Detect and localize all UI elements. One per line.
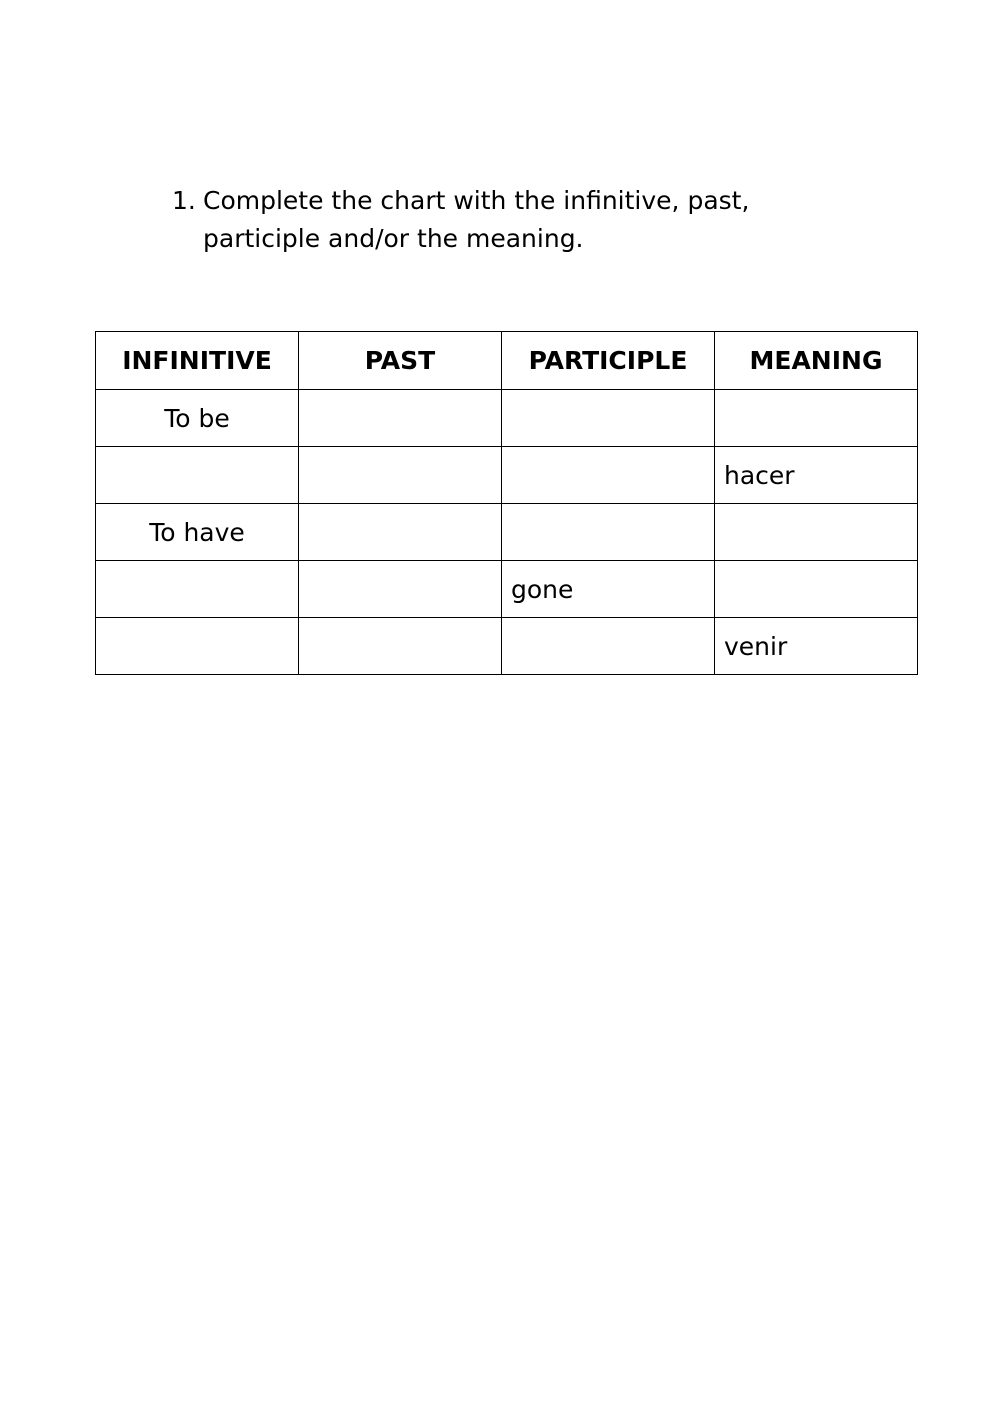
header-row bbox=[96, 332, 918, 390]
cell-participle[interactable] bbox=[502, 447, 715, 504]
cell-meaning[interactable] bbox=[715, 504, 918, 561]
header-meaning: MEANING bbox=[715, 332, 918, 390]
cell-infinitive[interactable] bbox=[96, 447, 299, 504]
cell-meaning[interactable] bbox=[715, 390, 918, 447]
exercise-instruction bbox=[172, 182, 812, 258]
cell-past[interactable] bbox=[299, 561, 502, 618]
header-infinitive: INFINITIVE bbox=[96, 332, 299, 390]
cell-participle[interactable] bbox=[502, 504, 715, 561]
cell-meaning[interactable] bbox=[715, 561, 918, 618]
cell-participle[interactable]: gone bbox=[502, 561, 715, 618]
header-participle: PARTICIPLE bbox=[502, 332, 715, 390]
cell-meaning[interactable]: hacer bbox=[715, 447, 918, 504]
exercise-number: 1. bbox=[172, 186, 196, 215]
header-past: PAST bbox=[299, 332, 502, 390]
table-row bbox=[96, 504, 918, 561]
cell-infinitive[interactable]: To have bbox=[96, 504, 299, 561]
instruction-text: Complete the chart with the infinitive, past, participle and/or the meaning. bbox=[203, 186, 750, 253]
cell-participle[interactable] bbox=[502, 618, 715, 675]
table-row bbox=[96, 390, 918, 447]
cell-participle[interactable] bbox=[502, 390, 715, 447]
cell-infinitive[interactable] bbox=[96, 561, 299, 618]
cell-infinitive[interactable]: To be bbox=[96, 390, 299, 447]
cell-past[interactable] bbox=[299, 447, 502, 504]
table-row bbox=[96, 561, 918, 618]
table-row bbox=[96, 447, 918, 504]
cell-meaning[interactable]: venir bbox=[715, 618, 918, 675]
table-row bbox=[96, 618, 918, 675]
cell-past[interactable] bbox=[299, 390, 502, 447]
cell-past[interactable] bbox=[299, 618, 502, 675]
verb-chart bbox=[95, 331, 918, 675]
cell-infinitive[interactable] bbox=[96, 618, 299, 675]
cell-past[interactable] bbox=[299, 504, 502, 561]
